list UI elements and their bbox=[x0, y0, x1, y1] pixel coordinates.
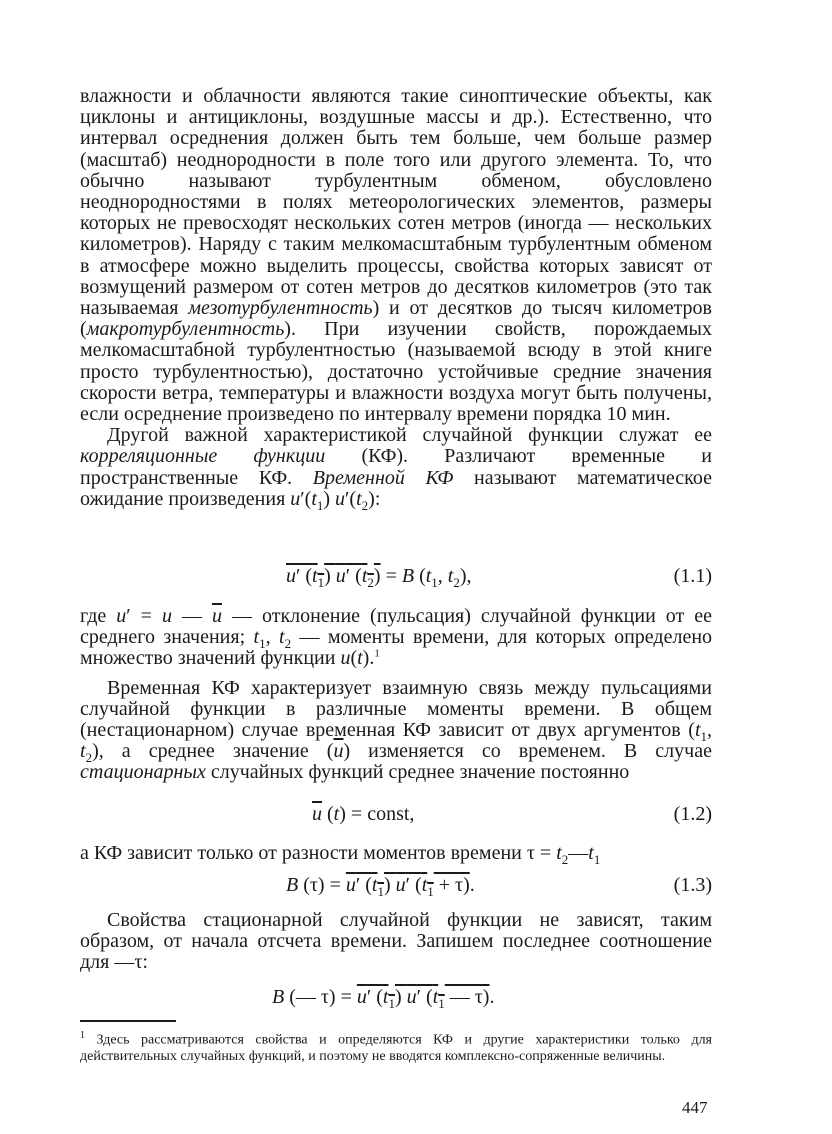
page-number: 447 bbox=[682, 1098, 708, 1117]
footnote bbox=[80, 1028, 712, 1065]
term-macroturbulence: макротурбулентность bbox=[86, 318, 285, 341]
equation-1-3: B (τ) = u′ $(t_1)$ u′ $(t_1 + \tau)$. bbox=[286, 874, 475, 899]
equation-number-1-2: (1.2) bbox=[673, 803, 712, 825]
equation-1-2: $\overline{u}$ (t) = const, bbox=[312, 803, 415, 825]
equation-1-1: u′ $(t_1)$ u′ $(t_2) = B$ ($t_1$, $t_2$), bbox=[286, 565, 472, 590]
equation-number-1-1: (1.1) bbox=[673, 565, 712, 587]
text-block-2 bbox=[80, 606, 712, 784]
footnote-divider bbox=[80, 1020, 176, 1022]
text-block-1 bbox=[80, 85, 713, 513]
term-correlation-functions: корреляционные функции bbox=[80, 445, 326, 468]
footnote-reference: 1 bbox=[374, 647, 380, 660]
term-mesoturbulence: мезотурбулентность bbox=[188, 297, 373, 320]
paragraph-correlation: Другой важной характеристикой случайной функции служат ее корреляционные функции (КФ). Различают временные и пространственные КФ. Временной КФ называют математическое ожидание произведения $u'(t_1)$ $u'(t_2)$: bbox=[80, 424, 712, 513]
text-block-3 bbox=[80, 842, 712, 867]
paragraph-difference: а КФ зависит только от разности моментов времени $\tau = t_2—t_1$ bbox=[80, 842, 601, 867]
paragraph-turbulence: влажности и облачности являются такие синоптические объекты, как циклоны и антициклоны, воздушные массы и др.). Естественно, что интервал осреднения должен быть тем больше, чем больше размер (масштаб) неоднородности в поле того или другого элемента. То, что обычно называют турбулентным обменом, обусловлено неоднородностями в полях метеорологических элементов, размеры которых не превосходят нескольких сотен метров (иногда — нескольких километров). Наряду с таким мелкомасштабным турбулентным обменом в атмосфере можно выделить процессы, свойства которых зависят от возмущений размером от сотен метров до десятков километров (это так называемая мезотурбулентность) и от десятков до тысяч километров (макротурбулентность). При изучении свойств, порождаемых мелкомасштабной турбулентностью (называемой всюду в этой книге просто турбулентностью), достаточно устойчивые средние значения скорости ветра, температуры и влажности воздуха могут быть получены, если осреднение произведено по интервалу времени порядка 10 мин. bbox=[80, 85, 713, 426]
paragraph-stationary-properties: Свойства стационарной случайной функции не зависят, таким образом, от начала отсчета времени. Запишем последнее соотношение для —τ: bbox=[80, 909, 712, 974]
paragraph-temporal-kf: Временная КФ характеризует взаимную связь между пульсациями случайной функции в различные моменты времени. В общем (нестационарном) случае временная КФ зависит от двух аргументов ($t_1$, $t_2$), а среднее значение $(\overline{u})$ изменяется со временем. В случае стационарных случайных функций среднее значение постоянно bbox=[80, 676, 712, 784]
paragraph-deviation: где u′ = u — $\overline{u}$ — отклонение (пульсация) случайной функции от ее среднего значения; $t_1$, $t_2$ — моменты времени, для которых определено множество значений функции u(t).$^1$ bbox=[80, 605, 713, 670]
footnote-mark: 1 bbox=[80, 1030, 85, 1041]
equation-number-1-3: (1.3) bbox=[673, 874, 712, 896]
term-temporal-kf: Временной КФ bbox=[312, 466, 454, 489]
footnote-text: Здесь рассматриваются свойства и определяются КФ и другие характеристики только для действительных случайных функций, и поэтому не вводятся комплексно-сопряженные величины. bbox=[80, 1032, 712, 1064]
term-stationary: стационарных bbox=[80, 761, 206, 784]
equation-negative-tau: B (— τ) = u′ $(t_1)$ u′ ($t_1$ — τ). bbox=[272, 986, 495, 1011]
text-block-4 bbox=[80, 910, 712, 974]
